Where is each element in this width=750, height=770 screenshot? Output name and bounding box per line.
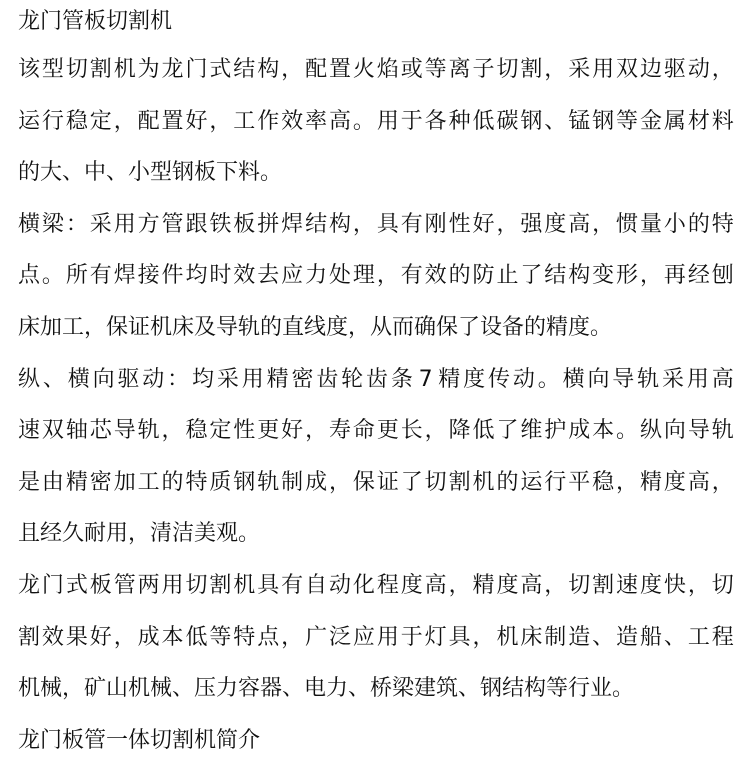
paragraph-line: 是 由 精 密 加 工 的 特 质 钢 轨 制 成 ， 保 证 了 切 割 机 的 运 行 平 稳 ， 精 度 高 ， — [18, 469, 734, 495]
paragraph-line: 横 梁 ： 采 用 方 管 跟 铁 板 拼 焊 结 构 ， 具 有 刚 性 好 ， 强 度 高 ， 惯 量 小 的 特 — [18, 211, 734, 237]
paragraph-line: 机械，矿山机械、压力容器、电力、桥梁建筑、钢结构等行业。 — [18, 676, 635, 702]
paragraph-line: 运 行 稳 定 ， 配 置 好 ， 工 作 效 率 高 。 用 于 各 种 低 碳 钢 、 锰 钢 等 金 属 材 料 — [18, 108, 734, 134]
section-heading: 龙门板管一体切割机简介 — [18, 727, 261, 753]
paragraph-line: 龙 门 式 板 管 两 用 切 割 机 具 有 自 动 化 程 度 高 ， 精 度 高 ， 切 割 速 度 快 ， 切 — [18, 572, 734, 598]
paragraph-line: 割 效 果 好 ， 成 本 低 等 特 点 ， 广 泛 应 用 于 灯 具 ， 机 床 制 造 、 造 船 、 工 程 — [18, 624, 734, 650]
document-title: 龙门管板切割机 — [18, 9, 173, 34]
paragraph-line: 且经久耐用，清洁美观。 — [18, 521, 261, 547]
paragraph-line: 点 。 所 有 焊 接 件 均 时 效 去 应 力 处 理 ， 有 效 的 防 止 了 结 构 变 形 ， 再 经 刨 — [18, 263, 734, 289]
paragraph-line: 该 型 切 割 机 为 龙 门 式 结 构 ， 配 置 火 焰 或 等 离 子 切 割 ， 采 用 双 边 驱 动 ， — [18, 57, 734, 82]
paragraph-line: 纵 、 横 向 驱 动 ： 均 采 用 精 密 齿 轮 齿 条 7 精 度 传 动 。 横 向 导 轨 采 用 高 — [18, 366, 734, 392]
paragraph-line: 速 双 轴 芯 导 轨 ， 稳 定 性 更 好 ， 寿 命 更 长 ， 降 低 了 维 护 成 本 。 纵 向 导 轨 — [18, 418, 734, 444]
paragraph-line: 的大、中、小型钢板下料。 — [18, 160, 283, 186]
paragraph-line: 床加工，保证机床及导轨的直线度，从而确保了设备的精度。 — [18, 314, 613, 340]
document-body — [18, 0, 734, 766]
